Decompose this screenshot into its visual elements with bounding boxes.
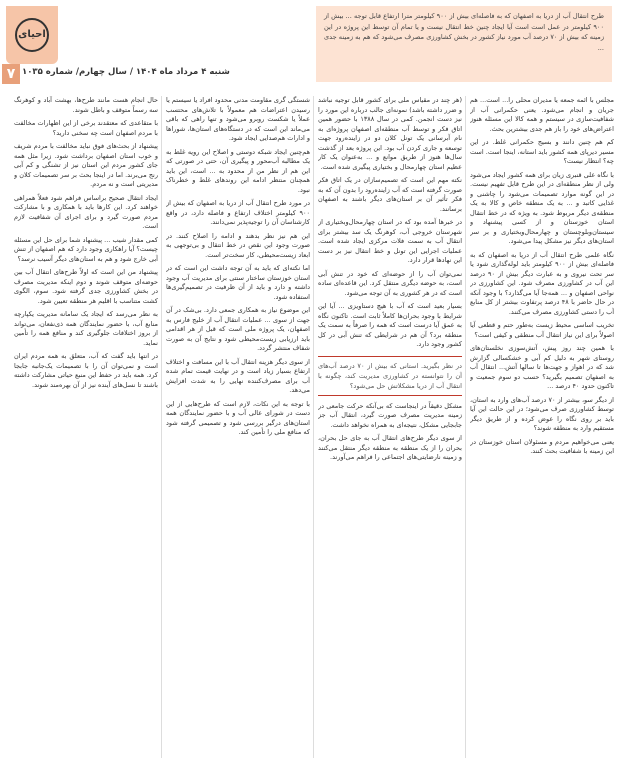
article-column-4 bbox=[14, 96, 158, 758]
article-paragraph: با متقاعدی که معتقدند برخی از این اظهارات مخالفت با مردم اصفهان است چه سخنی دارید؟ bbox=[14, 119, 158, 137]
pull-quote: در نظر بگیرید. استانی که بیش از ۷۰ درصد آب‌های آن را نتوانسته در کشاورزی مدیریت کند، چگونه با انتقال آب از دریا مشکلاتش حل می‌شود؟ bbox=[318, 356, 462, 396]
article-paragraph: این هم نیز نظر بدهند و ادامه را اصلاح کنند. در صورت وجود این نقص در خط انتقال و بی‌توجهی به ابعاد زیست‌محیطی، کار سخت‌تر است. bbox=[166, 231, 310, 259]
article-paragraph: در انتها باید گفت که آب، متعلق به همه مردم ایران است و نمی‌توان آن را با تصمیمات یک‌جانبه جابجا کرد. همه باید در حفظ این منبع حیاتی مشارکت داشته باشند تا نسل‌های آینده نیز از آن بهره‌مند شوند. bbox=[14, 352, 158, 389]
logo-mark-icon: احیای bbox=[15, 18, 49, 52]
article-paragraph: کمی مقدار شیب ... پیشنهاد شما برای حل این مسئله چیست؟ آیا راهکاری وجود دارد که هم اصفهان از تنش آبی خارج شود و هم به استان‌های دیگر آسیب نرسد؟ bbox=[14, 235, 158, 263]
newspaper-logo bbox=[6, 6, 58, 64]
article-paragraph: نکته مهم این است که تصمیم‌سازان در یک اتاق فکر صورت گرفته است که آب زاینده‌رود را بدون آن که به فکر تأثیر آن بر استان‌های دیگر باشند به اصفهان برسانند. bbox=[318, 176, 462, 213]
column-divider bbox=[161, 96, 162, 758]
article-paragraph: پیشنهاد از بحث‌های فوق نباید مخالفت با مردم شریف و خوب استان اصفهان برداشت شود. زیرا مثل همه جای کشور مردم این استان نیز از تشنگی و کم آبی رنج می‌برند. اما در اینجا بحث بر سر تصمیمات کلان و مدیریتی است و نه مردم. bbox=[14, 142, 158, 188]
article-paragraph: در خبرها آمده بود که در استان چهارمحال‌وبختیاری از شهرستان خروجی آب، کوهرنگ یک سد بیشتر برای انتقال آب به سمت فلات مرکزی ایجاد شده است. عملیات اجرایی این تونل و خط انتقال نیز بر دست این نهادها قرار دارد. bbox=[318, 218, 462, 264]
article-paragraph: به نظر می‌رسد که ایجاد یک سامانه مدیریت یکپارچه منابع آب، با حضور نمایندگان همه ذی‌نفعان، می‌تواند از بروز اختلافات جلوگیری کند و منافع همه را تأمین نماید. bbox=[14, 310, 158, 347]
column-divider bbox=[313, 96, 314, 758]
article-paragraph: با توجه به این نکات، لازم است که طرح‌هایی از این دست در شورای عالی آب و با حضور نمایندگان همه استان‌های درگیر بررسی شود و تصمیمی گرفته شود که منافع ملی را تأمین کند. bbox=[166, 399, 310, 436]
article-paragraph: پیشنهاد من این است که اولاً طرح‌های انتقال آب بین حوضه‌ای متوقف شوند و دوم اینکه مدیریت مصرف در بخش کشاورزی جدی گرفته شود. سوم، الگوی کشت متناسب با اقلیم هر منطقه تعیین شود. bbox=[14, 268, 158, 305]
issue-line: شنبه ۴ مرداد ماه ۱۴۰۴ / سال چهارم/ شماره ۱۰۳۵ bbox=[22, 67, 230, 77]
lead-paragraph: طرح انتقال آب از دریا به اصفهان که به فاصله‌ای بیش از ۹۰۰ کیلومتر مترا ارتفاع قابل توجه ... بیش از ۹۰۰ کیلومتر در عمل است است آیا ایجاد چنین خط انتقال نیست و یا تمام آن توسط این پروژه در این زمینه که بیش از ۷۰ درصد آب مورد نیاز کشور در بخش کشاورزی مصرف می‌شود که هم به زمینه جدی ... bbox=[316, 6, 612, 82]
column-divider bbox=[465, 96, 466, 758]
article-paragraph: مجلس با ائمه جمعه یا مدیران محلی را... است... هم جریان و انجام می‌شود. یعنی حکمرانی آب از شفافیت‌سازی در سیستم و همه کالا این مسئله هنوز اعتراض‌های خود را باز هم جدی بیشترین بحث. bbox=[470, 96, 614, 133]
article-paragraph: ایجاد انتقال صحیح براساس فراهم شود فعلاً همراهی خواهند کرد. این کارها باید با همکاری و با مشارکت مردم صورت گیرد و برای اجرای آن شفافیت لازم است. bbox=[14, 193, 158, 230]
article-paragraph: با همین چند روز پیش، آتش‌سوزی نخلستان‌های روستای شهر به دلیل کم آبی و خشکسالی گزارش شد که در اهواز و جهت‌ها تا سالها آتش... انتقال آب به اصفهان تصمیم بگیرید؟ حسب دو سوم جمعیت و تاکنون حدود ۴۰ درصد ... bbox=[470, 344, 614, 390]
article-paragraph: اما نکته‌ای که باید به آن توجه داشت این است که در استان خوزستان ساختار سنتی برای مدیریت آب وجود داشته و دارد و باید از آن ظرفیت در تصمیم‌گیری‌ها استفاده شود. bbox=[166, 264, 310, 301]
article-paragraph: مشکل دقیقاً در اینجاست که بی‌آنکه حرکت جامعی در زمینه مدیریت مصرف صورت گیرد، انتقال آب جز جابجایی مشکل، نتیجه‌ای به همراه نخواهد داشت. bbox=[318, 401, 462, 429]
article-paragraph: (هر چند در مقیاس ملی برای کشور قابل توجیه نباشد و ضرر داشته باشد) نمونه‌ای جالب درباره این مورد را نیز دست انجمن. کمی در سال ۱۳۸۸ با حضور همین اتاق فکر و توسط آب منطقه‌ای اصفهان پروژه‌ای به نام آبرسانی یک تونل کلان دو در زاینده‌رود جهت توسعه و جاری کردن آب بود. این پروژه بعد از گذشت سال‌ها هنوز از طریق موانع و ... به‌عنوان یک کار عظیم استان چهارمحال و بختیاری پیگیری شده است. bbox=[318, 96, 462, 171]
article-column-1 bbox=[470, 96, 614, 758]
article-paragraph: از سوی دیگر هزینه انتقال آب با این مسافت و اختلاف ارتفاع بسیار زیاد است و در نهایت قیمت تمام شده آب برای مصرف‌کننده نهایی را به شدت افزایش می‌دهد. bbox=[166, 357, 310, 394]
article-paragraph: تخریب اساسی محیط زیست به‌طور حتم و قطعی آیا اصولاً برای این نیاز انتقال آب منطقی و کیفی است؟ bbox=[470, 321, 614, 339]
article-paragraph: این موضوع نیاز به همکاری جمعی دارد. بی‌شک در آن جهت از سوی ... عملیات انتقال آب از خلیج فارس به اصفهان، یک پروژه ملی است که قبل از هر اقدامی باید ارزیابی زیست‌محیطی شود و نتایج آن به صورت شفاف منتشر گردد. bbox=[166, 306, 310, 352]
article-paragraph: از سوی دیگر طرح‌های انتقال آب به جای حل بحران، بحران را از یک منطقه به منطقه دیگر منتقل می‌کنند و زمینه نارضایتی‌های اجتماعی را فراهم می‌آورند. bbox=[318, 434, 462, 461]
article-paragraph: بسیار بعید است که آب با هیچ دستاویزی ... آیا این شرایط با وجود بحران‌ها کاملاً ثابت است. تاکنون نگاه به عمق آیا درست است که همه را صرفاً به سمت یک منطقه برد؟ آن هم در شرایطی که تنش آبی در کل کشور وجود دارد. bbox=[318, 302, 462, 348]
article-paragraph: حال انجام هست مانند طرح‌ها، بهشت آباد و کوهرنگ سه رسماً متوقف و باطل شوند. bbox=[14, 96, 158, 114]
article-column-3 bbox=[166, 96, 310, 758]
page-number: ۷ bbox=[2, 64, 20, 84]
article-paragraph: کم هم چنین دانند و بسیج حکمرانی غلط. در این مسیر دیرپای همه کشور باید استانه، اینجا است. است چه؟ انتظار نیست؟ bbox=[470, 138, 614, 165]
article-paragraph: از دیگر سو، بیشتر از ۷۰ درصد آب‌های وارد به استان، توسط کشاورزی صرف می‌شود؛ در این حالت این آیا باید بر روی نگاه را عوض کرده و از طریق دیگر مستقیم وارد به منطقه شوند؟ bbox=[470, 395, 614, 432]
article-paragraph: نمی‌توان آب را از حوضه‌ای که خود در تنش آبی است، به حوضه دیگری منتقل کرد. این قاعده‌ای ساده است که در هر کشوری به آن توجه می‌شود. bbox=[318, 269, 462, 297]
article-paragraph: شستگی گری مقاومت مدنی محدود افراد یا سیستم یا رسیدن اعتراضات هم معمولاً با تلاش‌های محتسب عملاً یا شکست روبرو می‌شود و تنها راهی که باقی می‌ماند این است که در دستگاه‌های استان‌ها، شوراها و ادارات هم‌صدایی ایجاد شود. bbox=[166, 96, 310, 142]
article-column-2 bbox=[318, 96, 462, 758]
article-paragraph: یعنی می‌خواهیم مردم و مسئولان استان خوزستان در این زمینه با شفافیت بحث کنند. bbox=[470, 437, 614, 455]
article-paragraph: با نگاه علی قنبری زیان برای همه کشور ایجاد می‌شود ولی از نظر منطقه‌ای در این طرح قابل تفهیم نیست. در این گونه موارد تصمیمات می‌شود را چاشنی و غذایی کاتبد و ... به یک منطقه خاص و کالا به یک منطقه‌ی دیگر مربوط شود. به ویژه که در خط انتقال استان خوزستان و از کسی پیشنهاد و سیستان‌وبلوچستان و چهارمحال‌وبختیاری و بر سر استان‌های دیگر نیز مشکل پیدا می‌شود. bbox=[470, 170, 614, 245]
article-paragraph: هم‌چنین ایجاد شبکه دوستی و اصلاح این رویه غلط به یک مطالبه آب‌محور و پیگیری آن، حتی در صورتی که این هم از نظر من از محدود به ... است، این باید همچنان منتظر ادامه این روند‌های غلط و خطرناک نبود. bbox=[166, 147, 310, 194]
article-paragraph: نگاه علمی طرح انتقال آب از دریا به اصفهان که به فاصله‌ای بیش از ۹۰۰ کیلومتر باید لوله‌گذاری شود یا سر تحت نیروی و به عبارت دیگر بیش از ۹۰ درصد این آب در کشاورزی مصرف شود. این کشاورزی در نواحی اصفهان و ... همه‌جا آیا می‌گذارد؟ با وجود آنکه در حال حاضر با ۴۸ درصد پرتفاوت بیشتر از کل منابع آب را دستی کشاورزی مصرف می‌کنند. bbox=[470, 250, 614, 316]
article-paragraph: در مورد طرح انتقال آب از دریا به اصفهان که بیش از ۹۰۰ کیلومتر اختلاف ارتفاع و فاصله دارد، در واقع کارشناسان آن را توجیه‌پذیر نمی‌دانند. bbox=[166, 199, 310, 226]
page-header bbox=[0, 0, 620, 96]
